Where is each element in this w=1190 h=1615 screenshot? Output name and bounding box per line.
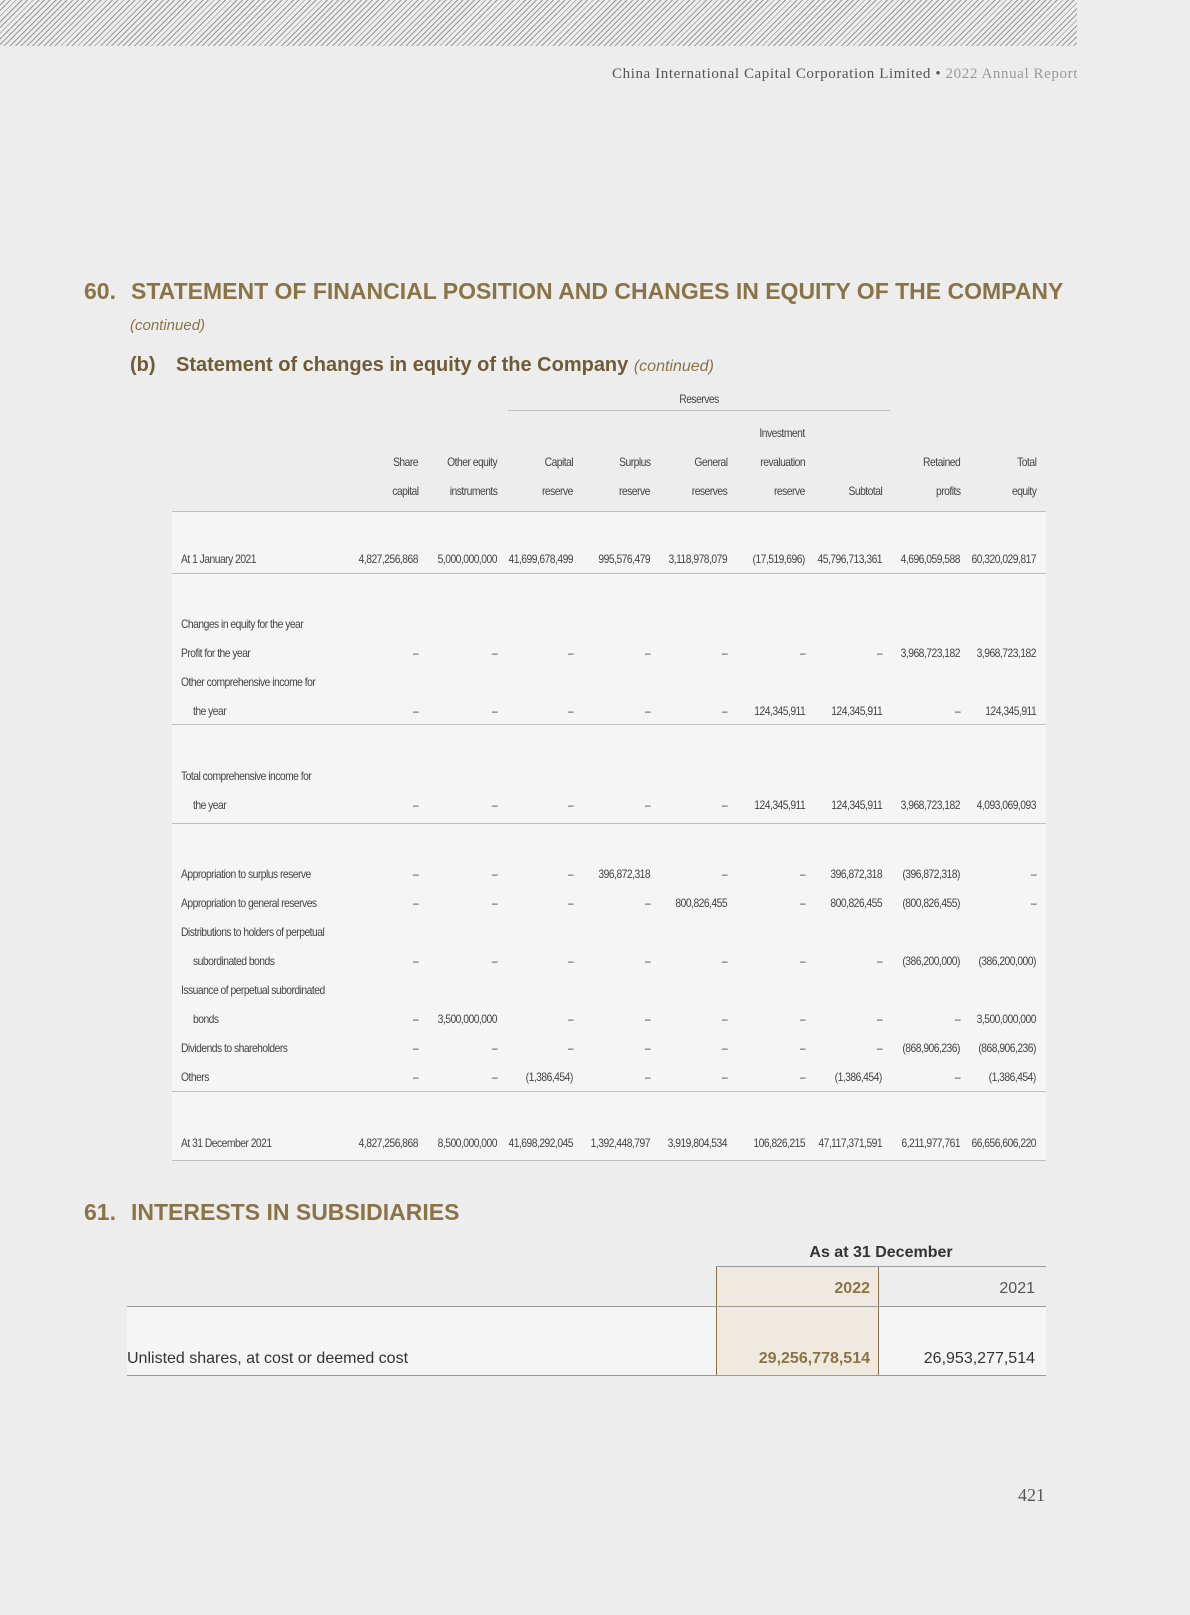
table-cell: (17,519,696) (752, 552, 805, 566)
table-cell: – (491, 1041, 497, 1055)
table-cell: 4,093,069,093 (976, 798, 1036, 812)
row-label: bonds (193, 1012, 219, 1026)
table-cell: 124,345,911 (754, 798, 805, 812)
table-cell: 4,696,059,588 (900, 552, 960, 566)
table-cell: 800,826,455 (675, 896, 727, 910)
table-cell: – (412, 1012, 418, 1026)
table-cell: – (876, 1041, 882, 1055)
column-header: reserve (542, 484, 573, 498)
row-bottom-rule (127, 1375, 1046, 1376)
column-header: capital (391, 484, 418, 498)
table-cell: – (412, 1070, 418, 1084)
page-number: 421 (1018, 1485, 1045, 1505)
table-cell: (868,906,236) (978, 1041, 1036, 1055)
table-cell: 5,000,000,000 (437, 552, 497, 566)
table-cell: – (567, 1012, 573, 1026)
row-label: Issuance of perpetual subordinated (181, 983, 325, 997)
column-header: revaluation (760, 455, 805, 469)
column-header: Other equity (446, 455, 497, 469)
column-header: Retained (922, 455, 960, 469)
table-cell: – (644, 704, 650, 718)
subsection-number: (b) (130, 354, 156, 376)
row-rule (172, 724, 1046, 725)
table-cell: 60,320,029,817 (971, 552, 1036, 566)
table-cell: – (721, 1041, 727, 1055)
equity-table-panel (172, 512, 1046, 1160)
table-cell: – (644, 1012, 650, 1026)
year-2021-header: 2021 (999, 1280, 1035, 1297)
table-cell: – (799, 1012, 805, 1026)
row-label: At 31 December 2021 (181, 1136, 272, 1150)
table-cell: – (412, 646, 418, 660)
table-cell: – (799, 867, 805, 881)
column-header: Subtotal (848, 484, 882, 498)
table-cell: (1,386,454) (834, 1070, 882, 1084)
header-bottom-rule (127, 1306, 1046, 1307)
section-title: STATEMENT OF FINANCIAL POSITION AND CHANGES IN EQUITY OF THE COMPANY (131, 278, 1064, 304)
row-rule (172, 1160, 1046, 1161)
table-cell: 800,826,455 (830, 896, 882, 910)
table-cell: 41,699,678,499 (508, 552, 573, 566)
table-cell: 124,345,911 (831, 798, 882, 812)
table-cell: 45,796,713,361 (817, 552, 882, 566)
table-cell: – (567, 798, 573, 812)
table-cell: – (644, 896, 650, 910)
table-cell: (386,200,000) (978, 954, 1036, 968)
table-cell: – (491, 896, 497, 910)
table-cell: 396,872,318 (598, 867, 650, 881)
decorative-hatch-band (0, 0, 1077, 46)
table-cell: – (412, 954, 418, 968)
row-label: Changes in equity for the year (181, 617, 304, 631)
section-number: 61. (84, 1199, 116, 1225)
table-cell: – (644, 1070, 650, 1084)
table-cell: – (491, 954, 497, 968)
column-header: General (693, 455, 727, 469)
row-label: Dividends to shareholders (181, 1041, 288, 1055)
row-label: the year (193, 704, 227, 718)
table-cell: (386,200,000) (902, 954, 960, 968)
company-name: China International Capital Corporation Limited (611, 66, 931, 82)
table-cell: 106,826,215 (753, 1136, 805, 1150)
subsection-b-heading (130, 354, 714, 377)
table-cell: – (721, 704, 727, 718)
subsection-title: Statement of changes in equity of the Company (176, 354, 629, 376)
column-header: Surplus (618, 455, 650, 469)
section-61-heading (84, 1199, 459, 1226)
table-cell: – (412, 867, 418, 881)
table-cell: – (876, 1012, 882, 1026)
table-cell: – (491, 646, 497, 660)
column-header: Investment (759, 426, 805, 440)
table-cell: – (799, 1041, 805, 1055)
column-header: equity (1011, 484, 1036, 498)
table-cell: 3,500,000,000 (437, 1012, 497, 1026)
section-60-continued: (continued) (130, 317, 206, 334)
table-cell: 6,211,977,761 (901, 1136, 960, 1150)
table-cell: 8,500,000,000 (437, 1136, 497, 1150)
table-cell: 41,698,292,045 (508, 1136, 573, 1150)
table-cell: – (567, 867, 573, 881)
section-title: INTERESTS IN SUBSIDIARIES (131, 1199, 460, 1225)
reserves-rule (508, 410, 890, 411)
table-cell: 3,919,804,534 (667, 1136, 727, 1150)
table-cell: – (721, 1012, 727, 1026)
table-cell: – (644, 954, 650, 968)
table-cell: – (491, 1070, 497, 1084)
column-header: reserve (774, 484, 805, 498)
table-cell: 124,345,911 (754, 704, 805, 718)
column-header: Capital (544, 455, 573, 469)
table-cell: – (567, 704, 573, 718)
table-cell: (396,872,318) (902, 867, 960, 881)
section-60-heading (84, 278, 1063, 305)
table-cell: (800,826,455) (902, 896, 960, 910)
header-rule (172, 511, 1046, 512)
column-header: instruments (449, 484, 497, 498)
table-cell: 4,827,256,868 (358, 1136, 418, 1150)
table-cell: – (799, 896, 805, 910)
table-cell: – (491, 704, 497, 718)
reserves-group-header: Reserves (679, 392, 719, 406)
table-cell: – (799, 954, 805, 968)
table-cell: 124,345,911 (985, 704, 1036, 718)
row-rule (172, 573, 1046, 574)
table-cell: – (721, 1070, 727, 1084)
row-label: subordinated bonds (193, 954, 275, 968)
table-cell: – (491, 867, 497, 881)
table-cell: – (644, 646, 650, 660)
table-cell: (1,386,454) (525, 1070, 573, 1084)
bullet: • (935, 66, 942, 82)
as-at-header: As at 31 December (809, 1244, 953, 1261)
value-2022: 29,256,778,514 (758, 1350, 870, 1367)
report-name: 2022 Annual Report (945, 66, 1078, 82)
table-cell: – (567, 954, 573, 968)
table-cell: – (567, 1041, 573, 1055)
table-cell: – (644, 1041, 650, 1055)
table-cell: 1,392,448,797 (590, 1136, 650, 1150)
running-header (612, 66, 1078, 83)
table-cell: – (567, 896, 573, 910)
row-label: Appropriation to surplus reserve (181, 867, 311, 881)
row-label: Distributions to holders of perpetual (181, 925, 325, 939)
row-label: Others (181, 1070, 209, 1084)
column-header: Total (1016, 455, 1036, 469)
table-cell: – (721, 954, 727, 968)
column-header: reserves (691, 484, 727, 498)
row-rule (172, 1091, 1046, 1092)
table-cell: – (412, 896, 418, 910)
table-cell: – (412, 798, 418, 812)
table-cell: 396,872,318 (830, 867, 882, 881)
table-cell: – (954, 1070, 960, 1084)
table-cell: 3,118,978,079 (668, 552, 727, 566)
table-cell: – (412, 1041, 418, 1055)
column-header: reserve (619, 484, 650, 498)
table-cell: – (799, 646, 805, 660)
table-cell: 3,968,723,182 (976, 646, 1036, 660)
table-cell: 3,968,723,182 (900, 646, 960, 660)
table-cell: – (1030, 867, 1036, 881)
table-cell: – (721, 867, 727, 881)
row-label: Appropriation to general reserves (181, 896, 317, 910)
table-cell: – (799, 1070, 805, 1084)
column-header: Share (393, 455, 418, 469)
table-cell: – (954, 1012, 960, 1026)
table-cell: – (567, 646, 573, 660)
table-cell: – (1030, 896, 1036, 910)
table-cell: (1,386,454) (988, 1070, 1036, 1084)
table-cell: 995,576,479 (598, 552, 650, 566)
table-cell: – (491, 798, 497, 812)
column-header: profits (935, 484, 960, 498)
row-label: Unlisted shares, at cost or deemed cost (127, 1350, 409, 1367)
table-cell: – (954, 704, 960, 718)
row-label: Other comprehensive income for (181, 675, 316, 689)
table-cell: – (721, 798, 727, 812)
row-label: Total comprehensive income for (181, 769, 312, 783)
table-cell: 124,345,911 (831, 704, 882, 718)
row-label: At 1 January 2021 (181, 552, 256, 566)
table-cell: 4,827,256,868 (358, 552, 418, 566)
table-cell: (868,906,236) (902, 1041, 960, 1055)
row-label: Profit for the year (181, 646, 251, 660)
table-cell: 3,500,000,000 (976, 1012, 1036, 1026)
row-label: the year (193, 798, 227, 812)
table-cell: 3,968,723,182 (900, 798, 960, 812)
table-cell: – (876, 954, 882, 968)
table-cell: – (721, 646, 727, 660)
row-rule (172, 823, 1046, 824)
table-cell: 66,656,606,220 (971, 1136, 1036, 1150)
table-cell: 47,117,371,591 (818, 1136, 882, 1150)
table-cell: – (412, 704, 418, 718)
section-number: 60. (84, 278, 116, 304)
value-2021: 26,953,277,514 (923, 1350, 1035, 1367)
year-2022-header: 2022 (834, 1280, 870, 1297)
table-cell: – (644, 798, 650, 812)
header-rule (716, 1266, 1046, 1267)
subsection-continued: (continued) (633, 358, 714, 375)
table-cell: – (876, 646, 882, 660)
